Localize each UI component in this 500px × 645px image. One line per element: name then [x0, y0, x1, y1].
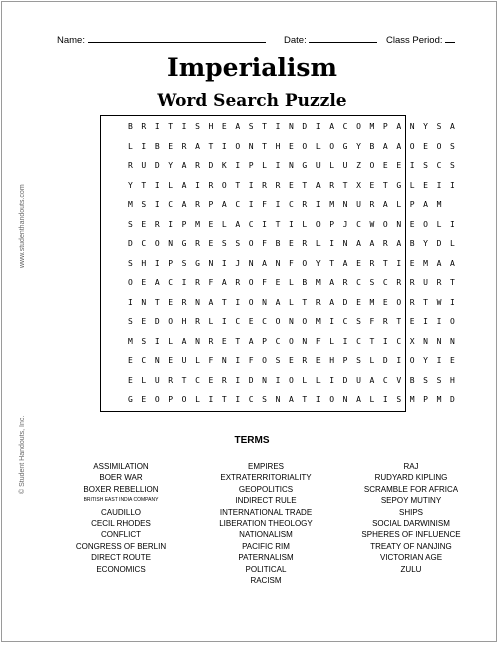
name-label: Name:	[57, 35, 85, 46]
term-item: CONGRESS OF BERLIN	[75, 541, 167, 551]
term-item: BOER WAR	[99, 473, 143, 483]
class-period-field	[386, 33, 455, 46]
name-field	[57, 33, 266, 46]
term-item: GEOPOLITICS	[238, 484, 294, 494]
grid-row: SHIPSGNIJNANFOYTAERTIEMAA	[128, 258, 464, 268]
term-item: BRITISH EAST INDIA COMPANY	[83, 497, 159, 504]
term-item: SHIPS	[398, 507, 423, 517]
terms-column-3	[341, 461, 481, 575]
term-item: ECONOMICS	[96, 564, 146, 574]
term-item: CECIL RHODES	[91, 518, 151, 528]
term-item: RUDYARD KIPLING	[374, 473, 448, 483]
grid-row: YTILAIROTIRRETARTXETGLEII	[128, 180, 464, 190]
grid-row: ELURTCERIDNIOLLIDUACVBSSH	[128, 375, 464, 385]
grid-row: BRITISHEASTINDIACOMPANYSA	[128, 122, 464, 131]
side-copyright: © Student Handouts, Inc.	[19, 415, 26, 494]
term-item: NATIONALISM	[239, 530, 293, 540]
term-item: RAJ	[403, 462, 419, 471]
term-item: RACISM	[250, 575, 282, 585]
term-item: PACIFIC RIM	[242, 541, 290, 551]
term-item: POLITICAL	[245, 564, 287, 574]
name-line	[88, 33, 266, 43]
page-title: Imperialism	[167, 53, 337, 82]
term-item: TREATY OF NANJING	[370, 541, 452, 551]
side-url: www.studenthandouts.com	[19, 184, 26, 268]
terms-column-2	[196, 461, 336, 586]
terms-column-1	[51, 461, 191, 575]
term-item: ASSIMILATION	[93, 462, 149, 471]
date-field	[284, 33, 377, 46]
term-item: LIBERATION THEOLOGY	[219, 518, 313, 528]
grid-row: SEDOHRLICECONOMICSFRTEIIO	[128, 317, 464, 326]
grid-row: OEACIRFAROFELBMARCSCRRURT	[128, 278, 464, 287]
page-subtitle: Word Search Puzzle	[157, 91, 347, 111]
grid-row: LIBERATIONTHEOLOGYBAAOEOS	[128, 141, 464, 151]
worksheet-page	[1, 1, 497, 642]
grid-row: INTERNATIONALTRADEMEORTWI	[128, 297, 464, 307]
date-label: Date:	[284, 35, 307, 46]
term-item: VICTORIAN AGE	[379, 553, 443, 563]
class-period-label: Class Period:	[386, 35, 443, 46]
term-item: SCRAMBLE FOR AFRICA	[363, 484, 459, 494]
term-item: SEPOY MUTINY	[380, 496, 442, 506]
term-item: SOCIAL DARWINISM	[372, 518, 450, 528]
grid-row: ECNEULFNIFOSEREHPSLDIOYIE	[128, 356, 464, 365]
term-item: INTERNATIONAL TRADE	[219, 507, 313, 517]
grid-rows	[128, 121, 463, 414]
term-item: EMPIRES	[247, 462, 284, 471]
term-item: CONFLICT	[101, 530, 141, 540]
grid-row: MSILANRETAPCONFLICTICXNNN	[128, 336, 464, 346]
date-line	[309, 33, 377, 43]
term-item: BOXER REBELLION	[83, 484, 159, 494]
term-item: EXTRATERRITORIALITY	[220, 473, 312, 483]
word-search-grid	[100, 115, 464, 412]
term-item: ZULU	[400, 564, 422, 574]
grid-row: GEOPOLITICSNATIONALISMPMD	[128, 395, 464, 404]
term-item: PATERNALISM	[238, 553, 294, 563]
term-item: SPHERES OF INFLUENCE	[361, 530, 461, 540]
terms-heading: TERMS	[234, 435, 270, 446]
term-item: INDIRECT RULE	[235, 496, 297, 506]
term-item: CAUDILLO	[100, 507, 141, 517]
grid-row: RUDYARDKIPLINGULUZOEEISCS	[128, 161, 464, 170]
grid-row: DCONGRESSOFBERLINAARABYDL	[128, 239, 464, 248]
class-period-line	[445, 33, 455, 43]
grid-row: SERIPMELACITILOPJCWONEOLI	[128, 219, 464, 229]
grid-row: MSICARPACIFICRIMNURALPAM	[128, 200, 450, 209]
term-item: DIRECT ROUTE	[91, 553, 151, 563]
